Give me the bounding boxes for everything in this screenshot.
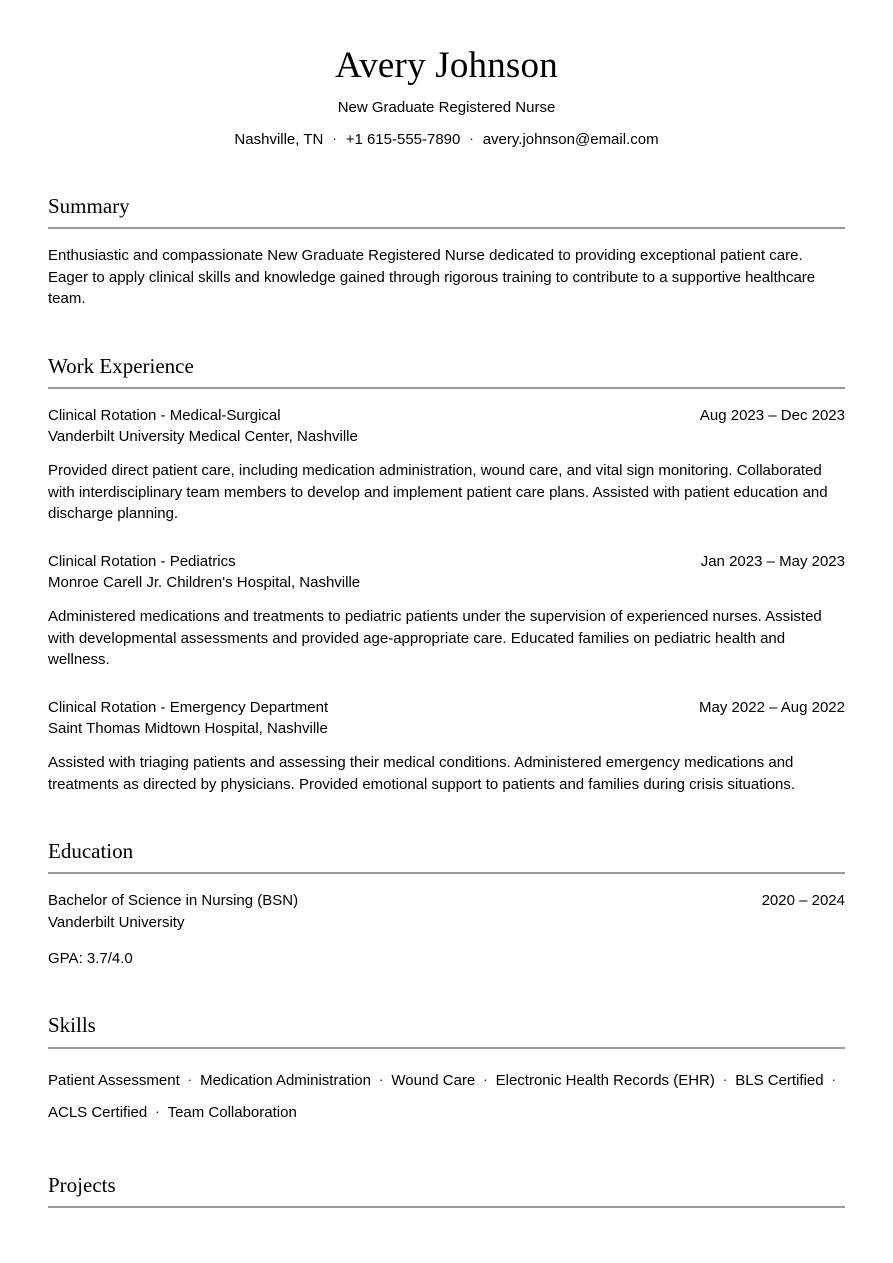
section-divider xyxy=(48,227,845,229)
work-entry xyxy=(48,697,845,795)
work-entry-organization: Saint Thomas Midtown Hospital, Nashville xyxy=(48,719,328,737)
work-entry-title: Clinical Rotation - Emergency Department xyxy=(48,698,329,716)
education-degree: Bachelor of Science in Nursing (BSN) xyxy=(48,892,299,910)
work-experience-body xyxy=(48,405,845,795)
work-entry-header xyxy=(48,551,845,572)
work-entry-dates: Aug 2023 – Dec 2023 xyxy=(699,406,845,424)
section-divider xyxy=(48,872,845,874)
contact-separator: · xyxy=(469,131,474,147)
skill-item: BLS Certified xyxy=(735,1071,824,1089)
work-entry-organization: Vanderbilt University Medical Center, Nashville xyxy=(48,428,358,446)
work-entry-title: Clinical Rotation - Pediatrics xyxy=(48,552,236,570)
contact-email: avery.johnson@email.com xyxy=(482,131,659,149)
work-entry-organization: Monroe Carell Jr. Children's Hospital, Nashville xyxy=(48,574,361,592)
skill-separator: · xyxy=(187,1071,193,1087)
section-divider xyxy=(48,387,845,389)
education-gpa: GPA: 3.7/4.0 xyxy=(48,949,133,967)
skill-separator: · xyxy=(831,1071,836,1087)
work-entry-dates: May 2022 – Aug 2022 xyxy=(699,698,845,716)
skill-item: Electronic Health Records (EHR) xyxy=(495,1071,715,1089)
work-entry xyxy=(48,551,845,671)
resume-header xyxy=(48,0,845,150)
work-entry-description: Administered medications and treatments to pediatric patients under the supervision of experienced nurses. Assisted with developmental assessments and provided age-appropriate care. Educated families on pediatric health and wellness. xyxy=(48,608,822,669)
contact-line xyxy=(48,129,845,150)
section-heading-summary: Summary xyxy=(48,194,130,219)
skill-separator: · xyxy=(722,1071,728,1087)
section-education xyxy=(48,839,845,969)
summary-text: Enthusiastic and compassionate New Graduate Registered Nurse dedicated to providing exceptional patient care. Eager to apply clinical skills and knowledge gained through rigorous training to contribute to a supportive healthcare team. xyxy=(48,247,816,308)
section-projects xyxy=(48,1173,845,1208)
skills-list xyxy=(48,1065,845,1130)
work-entry-header xyxy=(48,697,845,718)
section-skills xyxy=(48,1013,845,1129)
professional-headline: New Graduate Registered Nurse xyxy=(337,98,556,116)
work-entry-description: Assisted with triaging patients and assessing their medical conditions. Administered emergency medications and treatments as directed by physicians. Provided emotional support to patients and families during crisis situations. xyxy=(48,754,796,793)
work-entry xyxy=(48,405,845,525)
section-summary xyxy=(48,194,845,310)
section-heading-projects: Projects xyxy=(48,1173,116,1198)
education-entry xyxy=(48,890,845,969)
section-divider xyxy=(48,1206,845,1208)
skill-separator: · xyxy=(483,1071,488,1087)
skill-separator: · xyxy=(155,1103,160,1119)
section-heading-skills: Skills xyxy=(48,1013,96,1038)
education-institution: Vanderbilt University xyxy=(48,913,185,931)
page-title: Avery Johnson xyxy=(335,45,558,86)
skill-item: Patient Assessment xyxy=(48,1071,180,1089)
education-body xyxy=(48,890,845,969)
section-heading-work-experience: Work Experience xyxy=(48,353,194,378)
skill-separator: · xyxy=(379,1071,384,1087)
skills-body xyxy=(48,1065,845,1130)
work-entry-dates: Jan 2023 – May 2023 xyxy=(700,552,845,570)
work-entry-description: Provided direct patient care, including medication administration, wound care, and vital sign monitoring. Collaborated with interdisciplinary team members to develop and implement patient care plans. Assisted with patient education and discharge planning. xyxy=(48,462,828,523)
skill-item: Medication Administration xyxy=(200,1071,371,1089)
section-work-experience xyxy=(48,354,845,795)
summary-body xyxy=(48,245,845,309)
education-entry-header xyxy=(48,890,845,911)
contact-phone: +1 615-555-7890 xyxy=(345,131,461,149)
skill-item: Team Collaboration xyxy=(167,1103,297,1121)
work-entry-title: Clinical Rotation - Medical-Surgical xyxy=(48,406,281,424)
section-heading-education: Education xyxy=(48,839,134,864)
work-entry-header xyxy=(48,405,845,426)
skill-item: ACLS Certified xyxy=(48,1103,148,1121)
contact-location: Nashville, TN xyxy=(234,131,324,149)
contact-separator: · xyxy=(332,131,337,147)
education-dates: 2020 – 2024 xyxy=(761,892,845,910)
skill-item: Wound Care xyxy=(391,1071,476,1089)
section-divider xyxy=(48,1047,845,1049)
